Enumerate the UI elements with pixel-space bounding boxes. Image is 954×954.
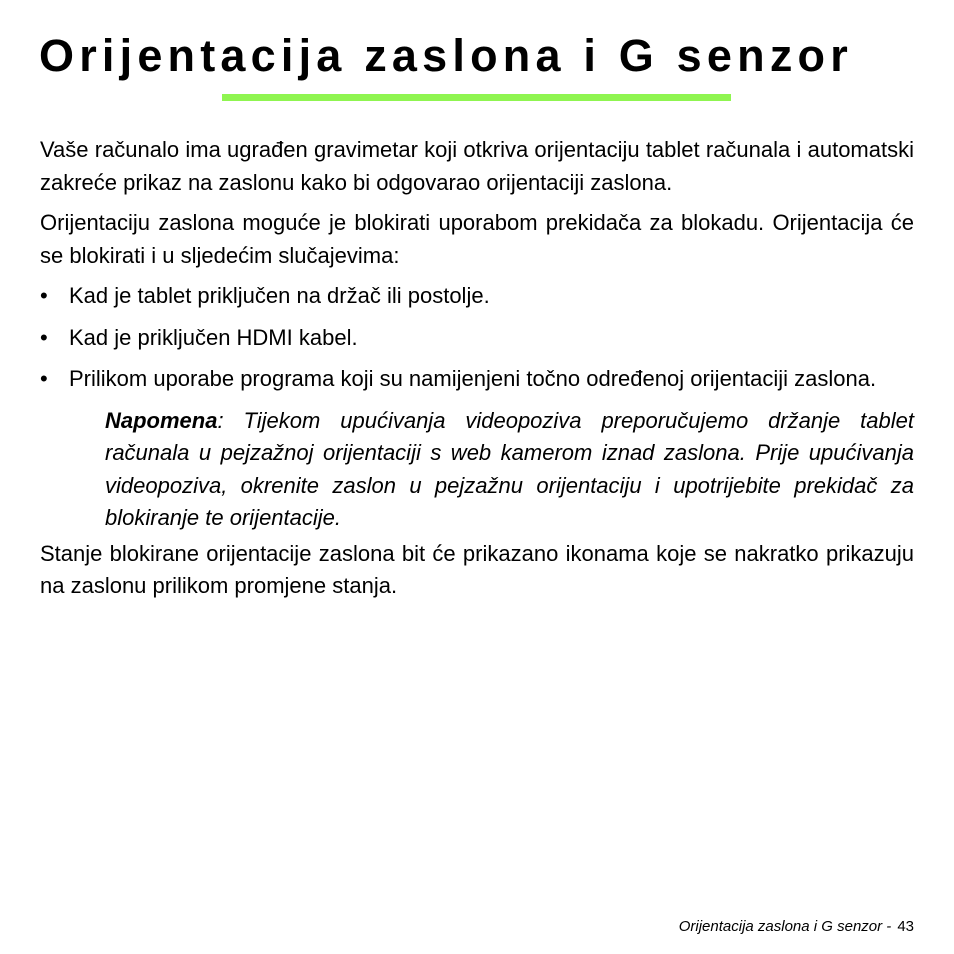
note-block: [105, 405, 914, 535]
body-content: [40, 134, 914, 611]
closing-paragraph: Stanje blokirane orijentacije zaslona bit će prikazano ikonama koje se nakratko prikazuju na zaslonu prilikom promjene stanja.: [40, 540, 914, 598]
bullet-text: Kad je tablet priključen na držač ili postolje.: [69, 283, 490, 308]
bullet-list: [40, 280, 914, 396]
bullet-text: Kad je priključen HDMI kabel.: [69, 324, 358, 350]
page-number: 43: [897, 918, 914, 935]
list-item: [40, 363, 914, 396]
bullet-icon: •: [40, 324, 48, 350]
title-underline: [222, 94, 731, 101]
note-label: Napomena: [105, 407, 218, 433]
note-text: : Tijekom upućivanja videopoziva preporučujemo držanje tablet računala u pejzažnoj orijentaciji s web kamerom iznad zaslona. Prije upućivanja videopoziva, okrenite zaslon u pejzažnu orijentaciju i upotrijebite prekidač za blokiranje te orijentacije.: [105, 407, 914, 530]
bullet-text: Prilikom uporabe programa koji su namijenjeni točno određenoj orijentaciji zaslona.: [69, 366, 877, 391]
page-footer: [679, 917, 914, 937]
lock-paragraph: Orijentaciju zaslona moguće je blokirati uporabom prekidača za blokadu. Orijentacija će se blokirati i u sljedećim slučajevima:: [40, 210, 914, 268]
footer-section-title: Orijentacija zaslona i G senzor -: [678, 918, 892, 935]
bullet-icon: •: [40, 283, 48, 308]
intro-paragraph: Vaše računalo ima ugrađen gravimetar koji otkriva orijentaciju tablet računala i automatski zakreće prikaz na zaslonu kako bi odgovarao orijentaciji zaslona.: [40, 137, 914, 195]
list-item: [40, 280, 914, 313]
bullet-icon: •: [40, 366, 48, 391]
page-title: Orijentacija zaslona i G senzor: [39, 30, 853, 81]
list-item: [40, 322, 914, 355]
